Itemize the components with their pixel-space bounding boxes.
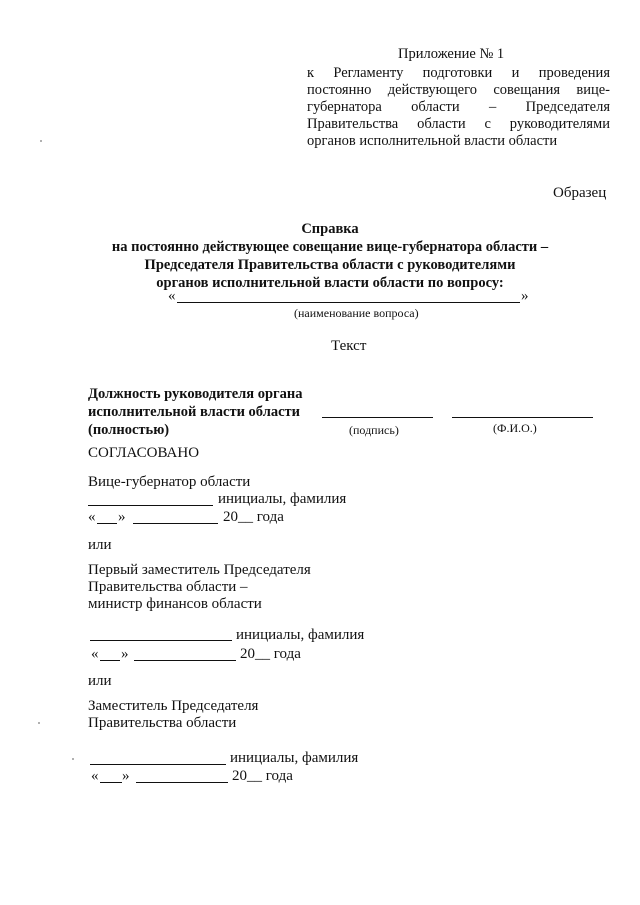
approver2-title-line-1: Первый заместитель Председателя [88, 562, 311, 578]
scan-speck [38, 722, 40, 724]
sample-label: Образец [553, 185, 607, 201]
title-line-1: на постоянно действующее совещание вице-губернатора области – [111, 239, 549, 255]
approver1-month-line [133, 523, 218, 524]
approver3-signature-line [90, 764, 226, 765]
question-blank-line [177, 302, 520, 303]
approver3-title-line-1: Заместитель Председателя [88, 698, 259, 714]
name-blank-line [452, 417, 593, 418]
approver3-day-line [100, 782, 122, 783]
title-line-3: органов исполнительной власти области по вопросу: [156, 275, 504, 291]
approver3-year: 20__ года [232, 768, 293, 784]
approver2-date-open: « [91, 646, 99, 662]
approver2-signature-line [90, 640, 232, 641]
approver2-title-line-3: министр финансов области [88, 596, 262, 612]
question-caption: (наименование вопроса) [294, 306, 419, 320]
approver1-signature-line [88, 505, 213, 506]
approver2-date-close: » [121, 646, 129, 662]
approver1-day-line [97, 523, 117, 524]
quote-open: « [168, 288, 176, 304]
signature-position-line-1: Должность руководителя органа [88, 386, 303, 402]
body-text: Текст [331, 338, 367, 354]
appendix-text: к Регламенту подготовки и проведения постоянно действующего совещания вице-губернатора области – Председателя Правительства области с руководителями органов исполнительной власти области [307, 65, 610, 149]
approver2-initials: инициалы, фамилия [236, 627, 365, 643]
approver1-year: 20__ года [223, 509, 284, 525]
approver1-date-open: « [88, 509, 96, 525]
appendix-number: Приложение № 1 [398, 46, 505, 62]
approved-label: СОГЛАСОВАНО [88, 445, 200, 461]
scan-speck [40, 140, 42, 142]
signature-caption: (подпись) [349, 423, 399, 437]
scan-speck [72, 758, 74, 760]
approver2-title-line-2: Правительства области – [88, 579, 248, 595]
approver3-month-line [136, 782, 228, 783]
signature-position-line-3: (полностью) [88, 422, 170, 438]
approver3-date-close: » [122, 768, 130, 784]
approver2-day-line [100, 660, 120, 661]
approver1-initials: инициалы, фамилия [218, 491, 347, 507]
or-separator-1: или [88, 537, 112, 553]
signature-blank-line [322, 417, 433, 418]
name-caption: (Ф.И.О.) [493, 421, 537, 435]
approver3-initials: инициалы, фамилия [230, 750, 359, 766]
approver2-year: 20__ года [240, 646, 301, 662]
or-separator-2: или [88, 673, 112, 689]
document-heading: Справка [301, 221, 359, 237]
approver1-date-close: » [118, 509, 126, 525]
approver2-month-line [134, 660, 236, 661]
signature-position-line-2: исполнительной власти области [88, 404, 300, 420]
title-line-2: Председателя Правительства области с руководителями [144, 257, 516, 273]
approver1-title: Вице-губернатор области [88, 474, 251, 490]
approver3-title-line-2: Правительства области [88, 715, 237, 731]
approver3-date-open: « [91, 768, 99, 784]
quote-close: » [521, 288, 529, 304]
